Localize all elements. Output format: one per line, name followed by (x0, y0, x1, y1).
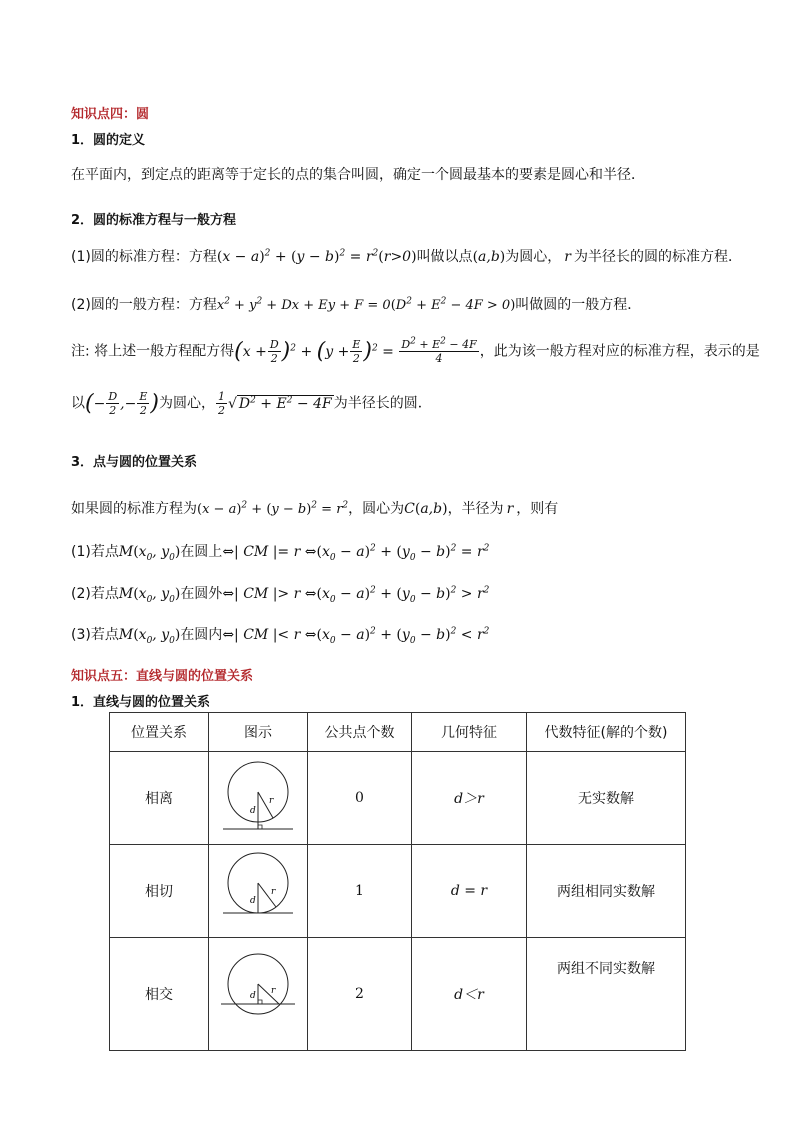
heading-equations: 2．圆的标准方程与一般方程 (71, 213, 237, 228)
header-cell: 图示 (209, 713, 308, 752)
p3-prefix: 如果圆的标准方程为 (71, 501, 197, 517)
header-cell: 公共点个数 (308, 713, 412, 752)
tangent-diagram (213, 849, 303, 929)
heading-line-circle: 1．直线与圆的位置关系 (71, 695, 211, 710)
condition-inside-circle (71, 626, 489, 644)
heading-circle-definition: 1．圆的定义 (71, 133, 146, 148)
geo-cell: d＜r (412, 938, 527, 1051)
p3-center: C(a,b) (404, 501, 448, 517)
table-row (110, 752, 686, 845)
p3-radius: r (506, 501, 514, 517)
alg-cell: 两组相同实数解 (527, 845, 686, 938)
relation-cell: 相离 (110, 752, 209, 845)
standard-equation-line (71, 248, 742, 266)
label-d: d (250, 991, 256, 1001)
alg-cell: 无实数解 (527, 752, 686, 845)
diagram-cell (209, 845, 308, 938)
c3-point: $M(x_0$, $y_0$) (118, 627, 181, 646)
gen-formula: $x^2 + y^2 + Dx + Ey + F = 0(D^2 + E^2 - 4F > 0)$ (216, 296, 516, 313)
label-d: d (250, 896, 256, 906)
c3-prefix: (3)若点 (71, 627, 119, 643)
header-cell: 代数特征(解的个数) (527, 713, 686, 752)
p3-mid2: ，半径为 (447, 501, 504, 517)
general-center: (− $\frac{D}{2}$ ,− $\frac{E}{2}$ ) (85, 390, 159, 417)
separate-diagram (213, 756, 303, 836)
std-suffix: 为半径长的圆的标准方程． (573, 249, 742, 265)
std-formula: $(x - a)^2 + (y - b)^2 = r^2(r>0)$ (216, 248, 417, 265)
condition-outside-circle (71, 585, 489, 603)
c3-formula: ⇔| CM |< r $\Leftrightarrow(x_0 - a)^2 + (y_0 - b)^2 < r^2$ (222, 626, 490, 646)
center-point: (a,b) (472, 249, 506, 265)
std-prefix: (1)圆的标准方程：方程 (71, 249, 217, 265)
relation-cell: 相交 (110, 938, 209, 1051)
general-radius: $\frac{1}{2}$ √ $D^2 + E^2 - 4F$ (217, 390, 332, 417)
c2-formula: ⇔| CM |> r $\Leftrightarrow(x_0 - a)^2 + (y_0 - b)^2 > r^2$ (222, 585, 490, 605)
table-row (110, 845, 686, 938)
completed-square-formula: (x + $\frac{D}{2}$ )$^2$ + (y + $\frac{E}{2}$ )$^2$ = $\frac{D^2 + E^2 - 4F}{4}$ (234, 336, 477, 365)
c1-mid: 在圆上 (180, 544, 223, 560)
header-cell: 几何特征 (412, 713, 527, 752)
c1-point: $M(x_0$, $y_0$) (118, 544, 181, 563)
alg-cell: 两组不同实数解 (527, 938, 686, 1051)
label-d: d (250, 806, 256, 816)
c2-mid: 在圆外 (180, 586, 223, 602)
label-r: r (269, 796, 274, 806)
note-prefix: 注: 将上述一般方程配方得 (71, 343, 235, 360)
gen-prefix: (2)圆的一般方程：方程 (71, 297, 217, 313)
note-line-2 (71, 390, 432, 417)
label-r: r (271, 887, 276, 897)
table-row (110, 938, 686, 1051)
heading-point-circle: 3．点与圆的位置关系 (71, 455, 198, 470)
diagram-cell (209, 938, 308, 1051)
p3-mid: ，圆心为 (348, 501, 405, 517)
paragraph-definition: 在平面内，到定点的距离等于定长的点的集合叫圆，确定一个圆最基本的要素是圆心和半径． (71, 167, 645, 183)
section-title-4: 知识点四：圆 (71, 107, 150, 122)
radius-symbol: r (564, 249, 571, 265)
header-cell: 位置关系 (110, 713, 209, 752)
diagram-cell (209, 752, 308, 845)
std-mid: 叫做以点 (416, 249, 473, 265)
relation-cell: 相切 (110, 845, 209, 938)
line-circle-table (109, 712, 686, 1051)
geo-cell: d＞r (412, 752, 527, 845)
general-equation-line (71, 296, 641, 315)
note2-prefix: 以 (71, 395, 85, 412)
point-circle-intro (71, 500, 558, 519)
note2-suffix: 为半径长的圆． (333, 395, 432, 412)
note-line-1 (71, 338, 760, 365)
note2-mid: 为圆心， (158, 395, 215, 412)
c1-formula: ⇔| CM |= r $\Leftrightarrow(x_0 - a)^2 + (y_0 - b)^2 = r^2$ (222, 543, 490, 563)
table-header-row (110, 713, 686, 752)
std-mid2: 为圆心， (505, 249, 562, 265)
note-suffix: ，此为该一般方程对应的标准方程，表示的是 (479, 343, 760, 360)
condition-on-circle (71, 543, 489, 561)
p3-formula: $(x - a)^2 + (y - b)^2 = r^2$ (197, 500, 349, 517)
c2-prefix: (2)若点 (71, 586, 119, 602)
c3-mid: 在圆内 (180, 627, 223, 643)
gen-suffix: 叫做圆的一般方程． (515, 297, 642, 313)
count-cell: 2 (308, 938, 412, 1051)
p3-suffix: ，则有 (516, 501, 559, 517)
count-cell: 1 (308, 845, 412, 938)
intersect-diagram (213, 952, 303, 1032)
c2-point: $M(x_0$, $y_0$) (118, 586, 181, 605)
section-title-5: 知识点五：直线与圆的位置关系 (71, 669, 254, 684)
count-cell: 0 (308, 752, 412, 845)
c1-prefix: (1)若点 (71, 544, 119, 560)
geo-cell: d = r (412, 845, 527, 938)
label-r: r (271, 986, 276, 996)
